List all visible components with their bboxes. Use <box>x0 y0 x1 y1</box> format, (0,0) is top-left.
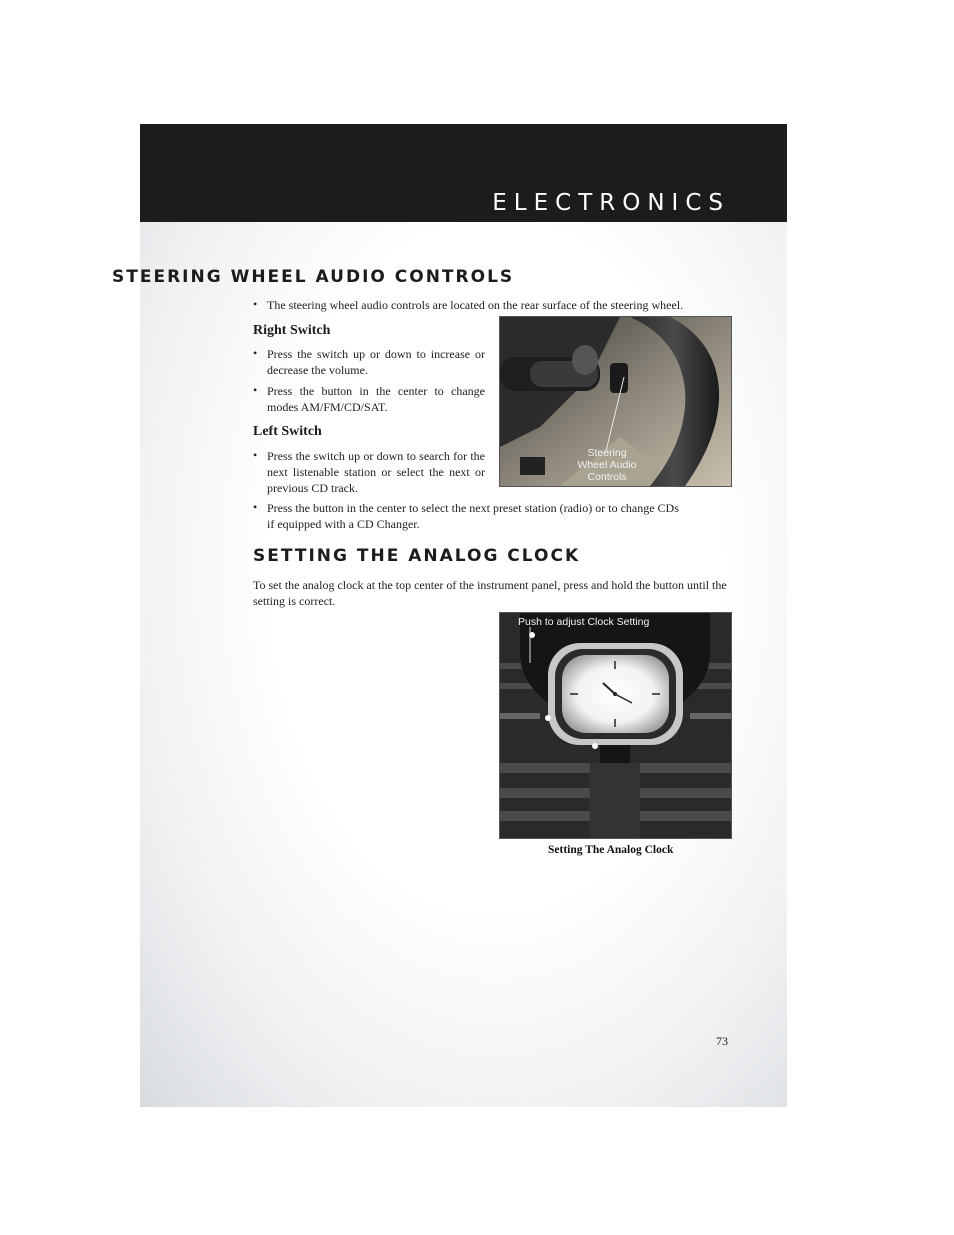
steering-section-title: STEERING WHEEL AUDIO CONTROLS <box>112 267 515 287</box>
steering-wheel-photo <box>499 316 732 487</box>
steering-photo-label-line: Wheel Audio <box>577 459 637 471</box>
left-switch-title: Left Switch <box>253 424 322 439</box>
page-number: 73 <box>716 1034 728 1048</box>
clock-photo <box>499 612 732 839</box>
header-band <box>140 124 787 222</box>
clock-photo-label: Push to adjust Clock Setting <box>518 616 650 628</box>
steering-intro: The steering wheel audio controls are located on the rear surface of the steering wheel. <box>267 298 684 312</box>
bullet-mark: • <box>253 448 258 462</box>
right-switch-bullet-2: Press the button in the center to change modes AM/FM/CD/SAT. <box>267 384 485 414</box>
bullet-mark: • <box>253 297 258 311</box>
steering-photo-label-line: Steering <box>587 447 627 459</box>
left-switch-bullet-2: Press the button in the center to select the next preset station (radio) or to change CDs if equipped with a CD Changer. <box>267 501 679 531</box>
bullet-mark: • <box>253 346 258 360</box>
steering-photo-label-line: Controls <box>587 471 627 483</box>
analog-clock-illustration <box>500 613 731 838</box>
bullet-mark: • <box>253 500 258 514</box>
right-switch-title: Right Switch <box>253 323 331 338</box>
right-switch-bullet-1: Press the switch up or down to increase or decrease the volume. <box>267 347 485 377</box>
bullet-mark: • <box>253 383 258 397</box>
clock-body: To set the analog clock at the top center of the instrument panel, press and hold the button until the setting is correct. <box>253 578 727 608</box>
section-title: ELECTRONICS <box>492 190 730 216</box>
clock-photo-caption: Setting The Analog Clock <box>548 844 674 856</box>
clock-section-title: SETTING THE ANALOG CLOCK <box>253 546 581 566</box>
steering-photo-label <box>562 447 652 483</box>
left-switch-bullet-1: Press the switch up or down to search for the next listenable station or select the next or previous CD track. <box>267 449 485 495</box>
